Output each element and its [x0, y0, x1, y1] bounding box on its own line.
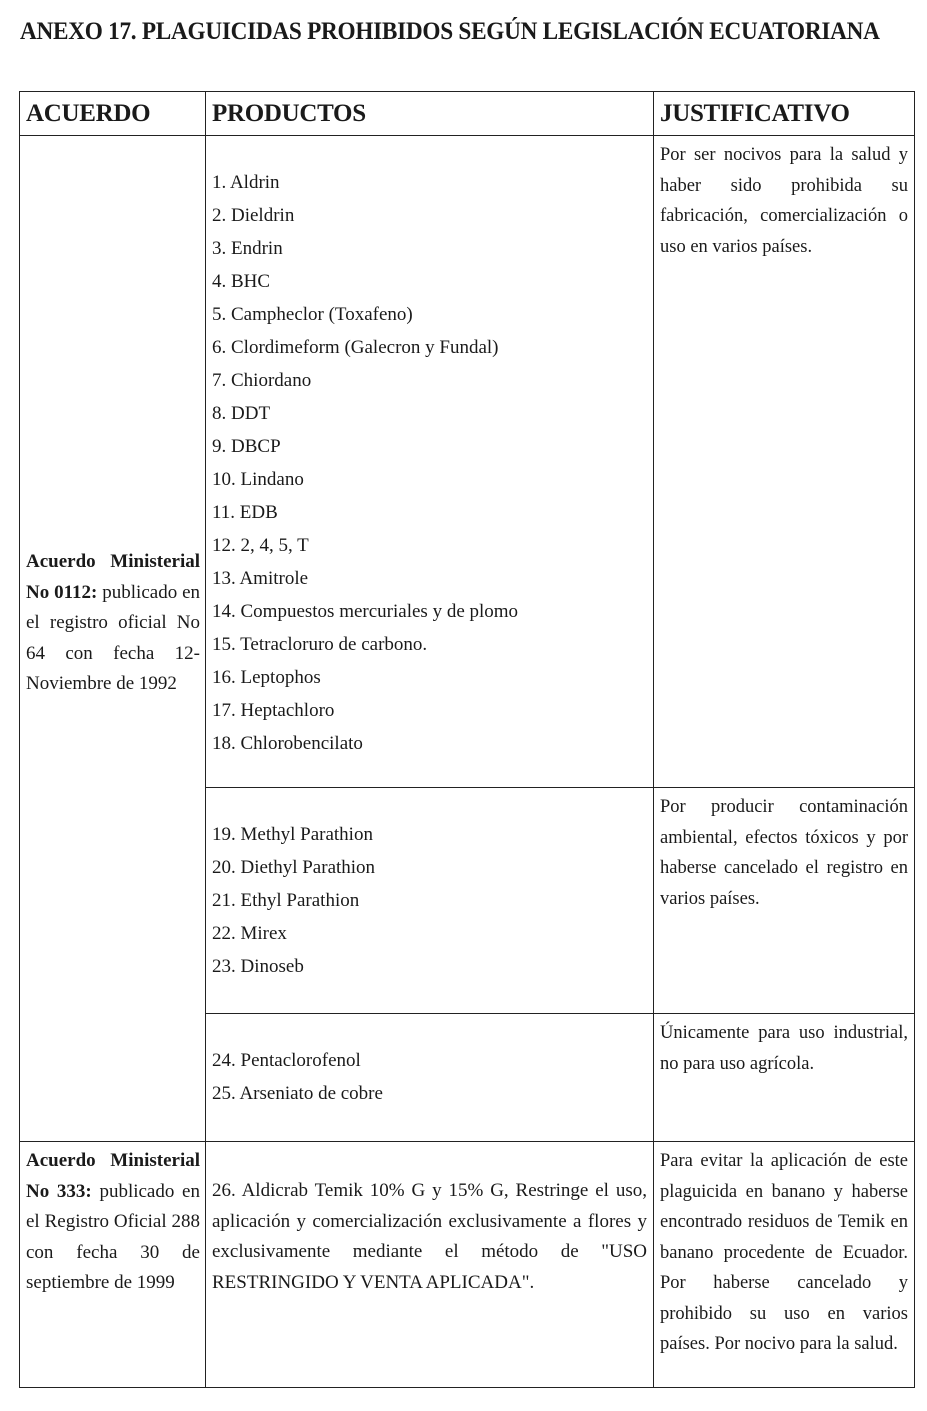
product-item: 12. 2, 4, 5, T [212, 535, 309, 556]
table-row [20, 136, 915, 788]
table-header-row [20, 92, 915, 136]
products-list-1 [206, 136, 653, 760]
acuerdo-text: publicado en el Registro Oficial 288 con fecha 30 de septiembre de 1999 [26, 1180, 200, 1293]
product-item: 7. Chiordano [212, 370, 312, 391]
justificativo-cell-1: Por ser nocivos para la salud y haber sido prohibida su fabricación, comercialización o uso en varios países. [654, 136, 915, 788]
product-item: 25. Arseniato de cobre [212, 1083, 383, 1104]
pesticides-table [19, 91, 915, 1388]
product-item: 24. Pentaclorofenol [212, 1050, 361, 1071]
product-item: 10. Lindano [212, 469, 304, 490]
product-item: 11. EDB [212, 502, 278, 523]
product-description: 26. Aldicrab Temik 10% G y 15% G, Restringe el uso, aplicación y comercialización exclusivamente a flores y exclusivamente mediante el método de "USO RESTRINGIDO Y VENTA APLICADA". [206, 1142, 654, 1388]
product-item: 23. Dinoseb [212, 956, 304, 977]
product-item: 4. BHC [212, 271, 271, 292]
product-item: 5. Campheclor (Toxafeno) [212, 304, 413, 325]
product-item: 2. Dieldrin [212, 205, 295, 226]
header-acuerdo: ACUERDO [20, 92, 206, 136]
acuerdo-label: Acuerdo Ministerial No 333: [26, 1150, 200, 1202]
justificativo-cell-3: Únicamente para uso industrial, no para uso agrícola. [654, 1014, 915, 1142]
product-item: 18. Chlorobencilato [212, 733, 363, 754]
products-cell-2 [206, 788, 654, 1014]
acuerdo-cell-1 [20, 136, 206, 1142]
product-item: 17. Heptachloro [212, 700, 335, 721]
justificativo-cell-4: Para evitar la aplicación de este plaguicida en banano y haberse encontrado residuos de Temik en banano procedente de Ecuador. Por haberse cancelado y prohibido su uso en varios países. Por nocivo para la salud. [654, 1142, 915, 1388]
header-justificativo: JUSTIFICATIVO [654, 92, 915, 136]
product-item: 9. DBCP [212, 436, 281, 457]
acuerdo-cell-2 [20, 1142, 206, 1388]
product-item: 3. Endrin [212, 238, 283, 259]
product-item: 16. Leptophos [212, 667, 321, 688]
product-item: 20. Diethyl Parathion [212, 857, 376, 878]
products-cell-1 [206, 136, 654, 788]
product-item: 15. Tetracloruro de carbono. [212, 634, 428, 655]
product-item: 19. Methyl Parathion [212, 824, 373, 845]
products-list-2 [206, 788, 653, 983]
acuerdo-text: publicado en el registro oficial No 64 con fecha 12-Noviembre de 1992 [26, 581, 201, 695]
product-item: 21. Ethyl Parathion [212, 890, 360, 911]
product-item: 22. Mirex [212, 923, 287, 944]
product-item: 8. DDT [212, 403, 271, 424]
header-productos: PRODUCTOS [206, 92, 654, 136]
product-item: 13. Amitrole [212, 568, 309, 589]
acuerdo-label: Acuerdo Ministerial No 0112: [26, 551, 200, 603]
product-item: 1. Aldrin [212, 172, 280, 193]
product-item: 6. Clordimeform (Galecron y Fundal) [212, 337, 499, 358]
page-title: ANEXO 17. PLAGUICIDAS PROHIBIDOS SEGÚN LEGISLACIÓN ECUATORIANA [20, 18, 880, 45]
table-row [20, 1142, 915, 1388]
justificativo-cell-2: Por producir contaminación ambiental, efectos tóxicos y por haberse cancelado el registro en varios países. [654, 788, 915, 1014]
products-list-3 [206, 1014, 653, 1110]
product-item: 14. Compuestos mercuriales y de plomo [212, 601, 519, 622]
products-cell-3 [206, 1014, 654, 1142]
